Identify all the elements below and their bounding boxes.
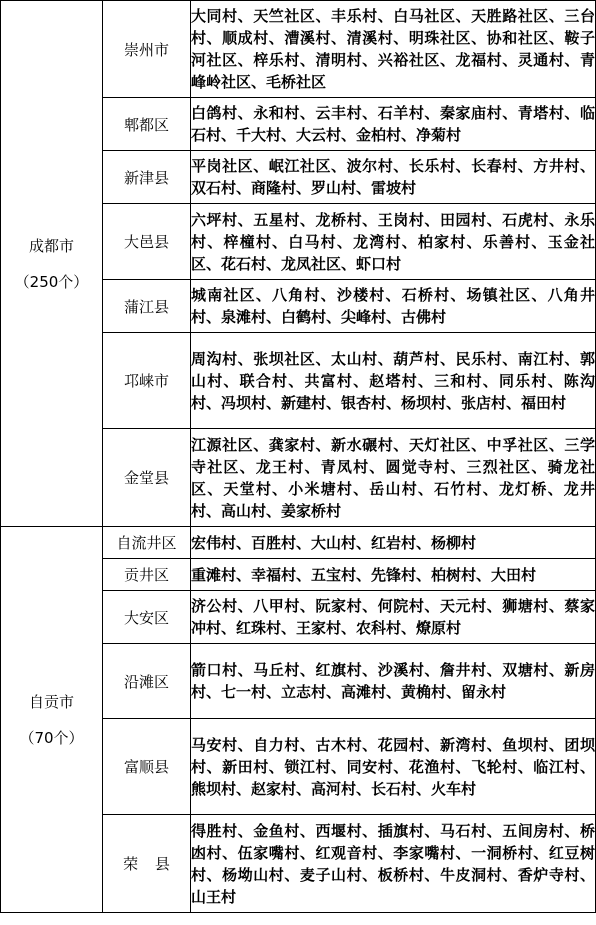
village-list: 济公村、八甲村、阮家村、何院村、天元村、狮塘村、蔡家冲村、红珠村、王家村、农科村、燎原村 (191, 591, 596, 644)
district-name: 沿滩区 (103, 644, 191, 719)
village-list: 宏伟村、百胜村、大山村、红岩村、杨柳村 (191, 527, 596, 559)
district-name: 崇州市 (103, 1, 191, 98)
district-name: 荣 县 (103, 815, 191, 913)
village-list: 重滩村、幸福村、五宝村、先锋村、柏树村、大田村 (191, 559, 596, 591)
village-list: 江源社区、龚家村、新水碾村、天灯社区、中孚社区、三学寺社区、龙王村、青凤村、圆觉寺村、三烈社区、骑龙社区、天堂村、小米塘村、岳山村、石竹村、龙灯桥、龙井村、高山村、姜家桥村 (191, 429, 596, 527)
city-name: 成都市 (28, 236, 74, 255)
village-list: 大同村、天竺社区、丰乐村、白马社区、天胜路社区、三台村、顺成村、漕溪村、清溪村、明珠社区、协和社区、鞍子河社区、梓乐村、清明村、兴裕社区、龙福村、灵通村、青峰岭社区、毛桥社区 (191, 1, 596, 98)
district-name: 邛崃市 (103, 333, 191, 429)
village-list: 平岗社区、岷江社区、波尔村、长乐村、长春村、方井村、双石村、商隆村、罗山村、雷坡村 (191, 151, 596, 204)
district-name: 蒲江县 (103, 280, 191, 333)
village-list: 白鸽村、永和村、云丰村、石羊村、秦家庙村、青塔村、临石村、千大村、大云村、金柏村、净菊村 (191, 98, 596, 151)
district-name: 大邑县 (103, 204, 191, 280)
village-list: 得胜村、金鱼村、西堰村、插旗村、马石村、五间房村、桥凼村、伍家嘴村、红观音村、李家嘴村、一洞桥村、红豆树村、杨坳山村、麦子山村、板桥村、牛皮洞村、香炉寺村、山王村 (191, 815, 596, 913)
district-name: 大安区 (103, 591, 191, 644)
village-list: 城南社区、八角村、沙楼村、石桥村、场镇社区、八角井村、泉滩村、白鹤村、尖峰村、古佛村 (191, 280, 596, 333)
city-cell (1, 527, 103, 913)
district-name: 郫都区 (103, 98, 191, 151)
village-list: 六坪村、五星村、龙桥村、王岗村、田园村、石虎村、永乐村、梓橦村、白马村、龙湾村、柏家村、乐善村、玉金社区、花石村、龙凤社区、虾口村 (191, 204, 596, 280)
district-name: 富顺县 (103, 719, 191, 815)
city-name: 自贡市 (28, 692, 74, 711)
city-count: （70个） (19, 728, 84, 747)
district-name: 金堂县 (103, 429, 191, 527)
district-name: 贡井区 (103, 559, 191, 591)
table-row (1, 1, 596, 98)
city-count: （250个） (14, 272, 89, 291)
village-list: 箭口村、马丘村、红旗村、沙溪村、詹井村、双塘村、新房村、七一村、立志村、高滩村、黄桷村、留永村 (191, 644, 596, 719)
district-name: 新津县 (103, 151, 191, 204)
village-list: 马安村、自力村、古木村、花园村、新湾村、鱼坝村、团坝村、新田村、锁江村、同安村、花渔村、飞轮村、临江村、熊坝村、赵家村、高河村、长石村、火车村 (191, 719, 596, 815)
city-cell (1, 1, 103, 527)
district-name: 自流井区 (103, 527, 191, 559)
village-list: 周沟村、张坝社区、太山村、葫芦村、民乐村、南江村、郭山村、联合村、共富村、赵塔村、三和村、同乐村、陈沟村、冯坝村、新建村、银杏村、杨坝村、张店村、福田村 (191, 333, 596, 429)
table-row (1, 527, 596, 559)
